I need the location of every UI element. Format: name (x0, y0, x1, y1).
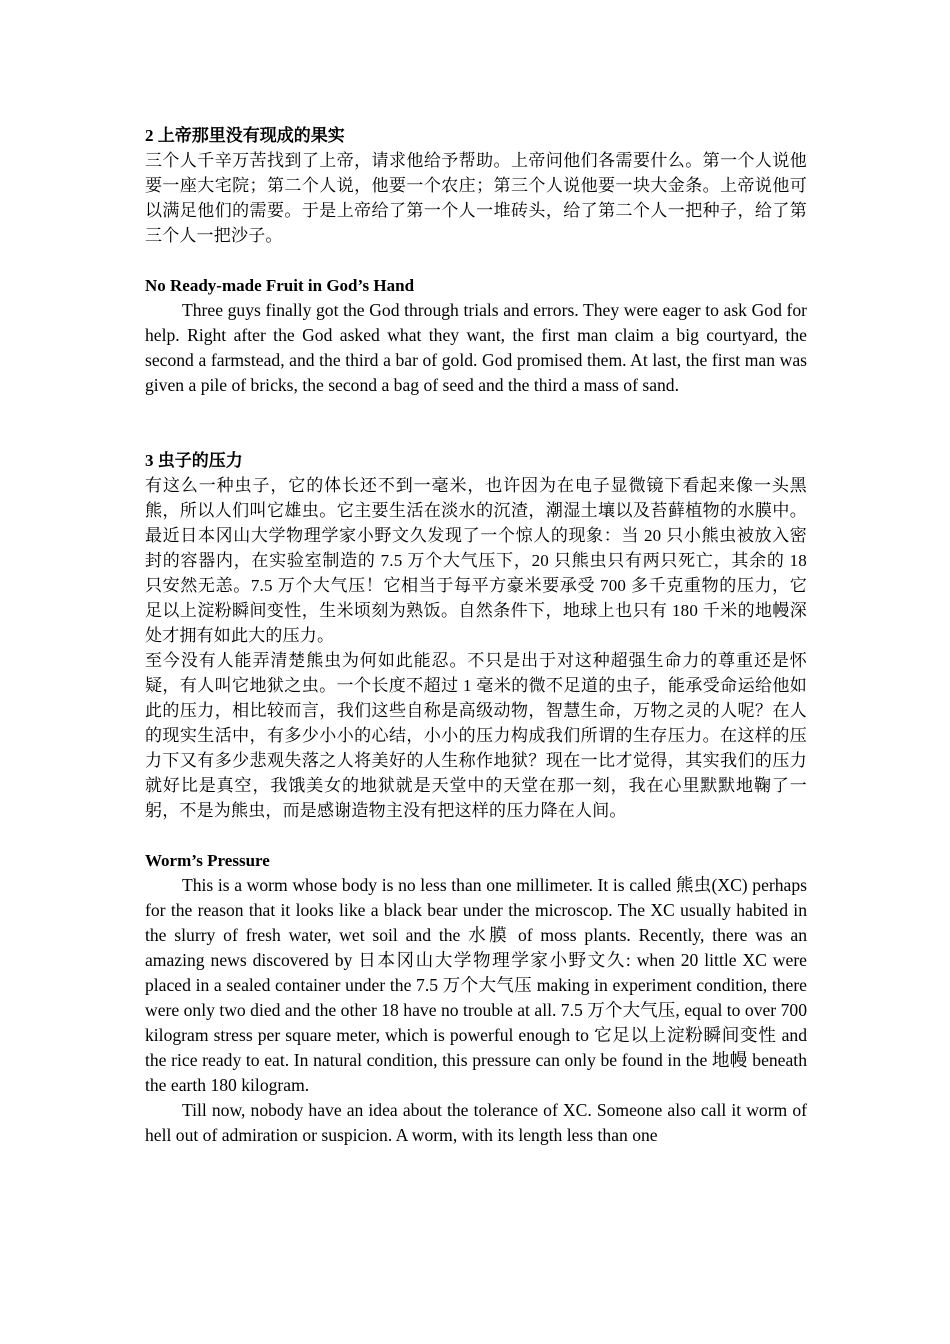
section-3-en-paragraph-2: Till now, nobody have an idea about the tolerance of XC. Someone also call it worm of hell out of admiration or suspicion. A worm, with its length less than one (145, 1100, 807, 1145)
section-3-en-paragraph-1: This is a worm whose body is no less than one millimeter. It is called 熊虫(XC) perhaps for the reason that it looks like a black bear under the microscop. The XC usually habited in the slurry of fresh water, wet soil and the 水膜 of moss plants. Recently, there was an amazing news discovered by 日本冈山大学物理学家小野文久: when 20 little XC were placed in a sealed container under the 7.5 万个大气压 making in experiment condition, there were only two died and the other 18 have no trouble at all. 7.5 万个大气压, equal to over 700 kilogram stress per square meter, which is powerful enough to 它足以上淀粉瞬间变性 and the rice ready to eat. In natural condition, this pressure can only be found in the 地幔 beneath the earth 180 kilogram. (145, 875, 807, 1095)
section-3-cn-paragraph-1: 有这么一种虫子，它的体长还不到一毫米，也许因为在电子显微镜下看起来像一头黑熊，所以人们叫它雄虫。它主要生活在淡水的沉渣，潮湿土壤以及苔藓植物的水膜中。最近日本冈山大学物理学家小野文久发现了一个惊人的现象：当 20 只小熊虫被放入密封的容器内，在实验室制造的 7.5 万个大气压下，20 只熊虫只有两只死亡，其余的 18 只安然无恙。7.5 万个大气压！它相当于每平方豪米要承受 700 多千克重物的压力，它足以上淀粉瞬间变性，生米顷刻为熟饭。自然条件下，地球上也只有 180 千米的地幔深处才拥有如此大的压力。 (145, 476, 807, 645)
section-2-en-heading: No Ready-made Fruit in God’s Hand (145, 276, 415, 295)
section-3-en-heading: Worm’s Pressure (145, 851, 270, 870)
spacer (145, 248, 807, 273)
section-2-cn-paragraph: 三个人千辛万苦找到了上帝，请求他给予帮助。上帝问他们各需要什么。第一个人说他要一座大宅院；第二个人说，他要一个农庄；第三个人说他要一块大金条。上帝说他可以满足他们的需要。于是上帝给了第一个人一堆砖头，给了第二个人一把种子，给了第三个人一把沙子。 (145, 151, 807, 245)
section-3-cn-paragraph-2: 至今没有人能弄清楚熊虫为何如此能忍。不只是出于对这种超强生命力的尊重还是怀疑，有人叫它地狱之虫。一个长度不超过 1 毫米的微不足道的虫子，能承受命运给他如此的压力，相比较而言，我们这些自称是高级动物，智慧生命，万物之灵的人呢？在人的现实生活中，有多少小小的心结，小小的压力构成我们所谓的生存压力。在这样的压力下又有多少悲观失落之人将美好的人生称作地狱？现在一比才觉得，其实我们的压力就好比是真空，我饿美女的地狱就是天堂中的天堂在那一刻，我在心里默默地鞠了一躬，不是为熊虫，而是感谢造物主没有把这样的压力降在人间。 (145, 651, 807, 820)
section-3-cn-heading: 3 虫子的压力 (145, 451, 243, 470)
document-page (145, 123, 807, 1148)
spacer (145, 398, 807, 448)
section-2-en-paragraph: Three guys finally got the God through trials and errors. They were eager to ask God for help. Right after the God asked what they want, the first man claim a big courtyard, the second a farmstead, and the third a bar of gold. God promised them. At last, the first man was given a pile of bricks, the second a bag of seed and the third a mass of sand. (145, 300, 807, 395)
section-2-cn-heading: 2 上帝那里没有现成的果实 (145, 126, 345, 145)
spacer (145, 823, 807, 848)
